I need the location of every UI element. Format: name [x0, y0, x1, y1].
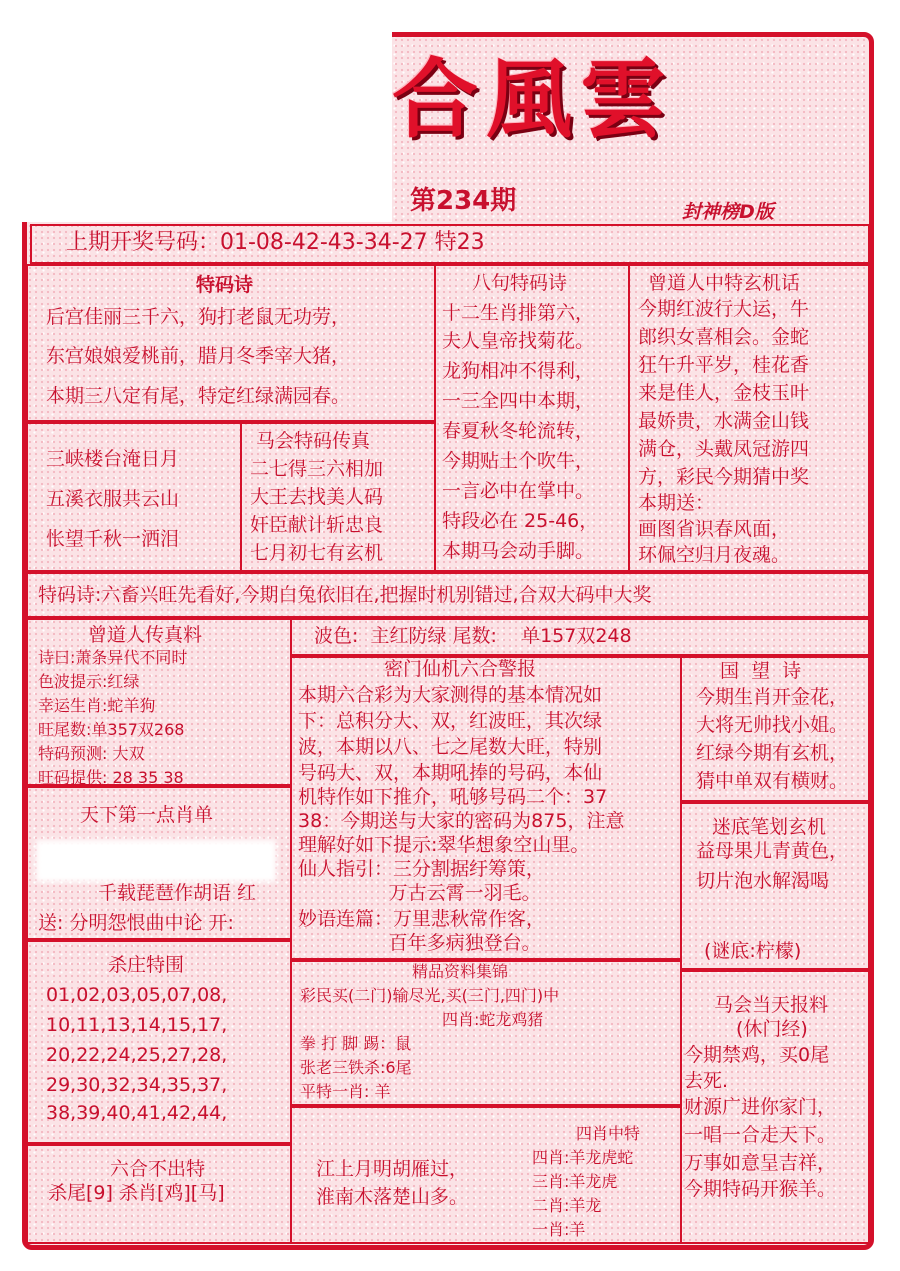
zeng-line: 满仓，头戴凤冠游四 — [638, 438, 810, 460]
eight-poem-line: 夫人皇帝找菊花。 — [442, 330, 595, 352]
secret-line: 妙语连篇：万里悲秋常作客， — [298, 908, 546, 930]
blurred-area — [36, 840, 276, 882]
eight-poem-title: 八句特码诗 — [472, 272, 568, 294]
eight-poem-line: 十二生肖排第六， — [442, 302, 595, 324]
riddle-title: 迷底笔划玄机 — [712, 816, 827, 838]
secret-line: 仙人指引：三分割据纡筹策， — [298, 858, 546, 880]
eight-poem-line: 今期贴土个吹牛， — [442, 450, 595, 472]
secret-line: 38：今期送与大家的密码为875，注意 — [298, 810, 625, 832]
banner-text: 特码诗:六畜兴旺先看好,今期白兔依旧在,把握时机别错过,合双大码中大奖 — [38, 584, 652, 606]
zengfax-line: 旺尾数:单357双268 — [38, 720, 185, 739]
eight-poem-line: 龙狗相冲不得利， — [442, 360, 595, 382]
kill-line: 10,11,13,14,15,17, — [46, 1014, 228, 1036]
kill-line: 01,02,03,05,07,08, — [46, 984, 228, 1006]
mahui-line: 万事如意呈吉祥， — [684, 1152, 837, 1174]
jingpin-line: 彩民买(二门)输尽光,买(三门,四门)中 — [300, 986, 560, 1005]
zeng-line: 狂午升平岁，桂花香 — [638, 354, 810, 376]
zeng-line: 方，彩民今期猜中奖 — [638, 466, 810, 488]
wave-text: 波色: 主红防绿 尾数: 单157双248 — [314, 625, 632, 647]
four-line: 三肖:羊龙虎 — [532, 1172, 618, 1191]
zengfax-line: 特码预测: 大双 — [38, 744, 145, 763]
secret-line: 波，本期以八、七之尾数大旺，特别 — [298, 736, 603, 758]
mahui-subtitle: (休门经) — [736, 1018, 808, 1040]
mahui-title: 马会当天报料 — [714, 994, 829, 1016]
secret-line: 理解好如下提示:翠华想象空山里。 — [298, 834, 590, 856]
river-line: 淮南木落楚山多。 — [316, 1186, 469, 1208]
gorge-line: 怅望千秋一洒泪 — [46, 528, 180, 550]
poem1-title: 特码诗 — [196, 274, 254, 296]
zengfax-line: 色波提示:红绿 — [38, 672, 140, 691]
poem1-line: 后宫佳丽三千六，狗打老鼠无功劳， — [46, 306, 351, 328]
zengfax-line: 幸运生肖:蛇羊狗 — [38, 696, 156, 715]
zeng-line: 今期红波行大运，牛 — [638, 298, 810, 320]
zeng-line: 本期送： — [638, 492, 715, 514]
kill-line: 38,39,40,41,42,44, — [46, 1102, 228, 1124]
secret-line: 号码大、双，本期吼捧的号码，本仙 — [298, 762, 603, 784]
fax-line: 二七得三六相加 — [250, 458, 384, 480]
mahui-line: 财源广进你家门， — [684, 1096, 837, 1118]
eight-poem-line: 本期马会动手脚。 — [442, 540, 595, 562]
guowang-line: 红绿今期有玄机， — [696, 742, 849, 764]
secret-line: 万古云霄一羽毛。 — [298, 882, 541, 904]
zeng-line: 来是佳人，金枝玉叶 — [638, 382, 810, 404]
mahui-line: 一唱一合走天下。 — [684, 1124, 837, 1146]
riddle-answer: (谜底:柠檬) — [704, 940, 802, 962]
riddle-line: 益母果儿青黄色， — [696, 840, 849, 862]
buchu-line: 杀尾[9] 杀肖[鸡][马] — [48, 1182, 225, 1204]
zengfax-line: 诗曰:萧条异代不同时 — [38, 648, 188, 667]
poem1-line: 本期三八定有尾，特定红绿满园春。 — [46, 385, 351, 407]
buchu-title: 六合不出特 — [110, 1158, 206, 1180]
four-line: 二肖:羊龙 — [532, 1196, 602, 1215]
zeng-line: 环佩空归月夜魂。 — [638, 544, 791, 566]
jingpin-line: 四肖:蛇龙鸡猪 — [442, 1010, 544, 1029]
gorge-line: 五溪衣服共云山 — [46, 488, 180, 510]
last-draw-numbers: 上期开奖号码：01-08-42-43-34-27 特23 — [66, 230, 485, 255]
zengfax-line: 旺码提供: 28 35 38 — [38, 768, 184, 787]
masthead-title: 合風雲 — [392, 49, 674, 150]
secret-line: 机特作如下推介，吼够号码二个：37 — [298, 786, 608, 808]
zeng-line: 郎织女喜相会。金蛇 — [638, 326, 810, 348]
gorge-line: 三峡楼台淹日月 — [46, 448, 180, 470]
edition-label: 封神榜D版 — [682, 201, 774, 223]
secret-title: 密门仙机六合警报 — [384, 658, 537, 680]
mahui-line: 今期特码开猴羊。 — [684, 1178, 837, 1200]
secret-line: 本期六合彩为大家测得的基本情况如 — [298, 684, 603, 706]
zeng-line: 最娇贵，水满金山钱 — [638, 410, 810, 432]
four-title: 四肖中特 — [576, 1124, 641, 1143]
first-line: 送: 分明怨恨曲中论 开: — [38, 912, 234, 934]
zengfax-title: 曾道人传真料 — [88, 624, 203, 646]
zeng-title: 曾道人中特玄机话 — [648, 272, 801, 294]
issue-number: 第234期 — [410, 186, 517, 216]
zeng-line: 画图省识春风面， — [638, 518, 791, 540]
jingpin-line: 平特一肖: 羊 — [300, 1082, 391, 1101]
four-line: 一肖:羊 — [532, 1220, 586, 1239]
guowang-title: 国 望 诗 — [720, 660, 802, 682]
eight-poem-line: 特段必在 25-46， — [442, 510, 599, 532]
guowang-line: 今期生肖开金花， — [696, 686, 849, 708]
fax-title: 马会特码传真 — [256, 430, 371, 452]
kill-title: 杀庄特围 — [108, 954, 185, 976]
mahui-line: 去死. — [684, 1070, 729, 1092]
kill-line: 20,22,24,25,27,28, — [46, 1044, 228, 1066]
riddle-line: 切片泡水解渴喝 — [696, 870, 830, 892]
poem1-line: 东宫娘娘爱桃前，腊月冬季宰大猪， — [46, 345, 351, 367]
guowang-line: 猜中单双有横财。 — [696, 770, 849, 792]
blank-masthead-area — [20, 30, 392, 222]
jingpin-line: 张老三铁杀:6尾 — [300, 1058, 412, 1077]
jingpin-line: 拳 打 脚 踢：鼠 — [300, 1034, 412, 1053]
secret-line: 百年多病独登台。 — [298, 932, 541, 954]
river-line: 江上月明胡雁过， — [316, 1158, 469, 1180]
first-line: 千载琵琶作胡语 红 — [98, 882, 257, 904]
jingpin-title: 精品资料集锦 — [412, 962, 509, 981]
fax-line: 七月初七有玄机 — [250, 542, 384, 564]
fax-line: 大王去找美人码 — [250, 486, 384, 508]
eight-poem-line: 一三全四中本期， — [442, 390, 595, 412]
kill-line: 29,30,32,34,35,37, — [46, 1074, 228, 1096]
eight-poem-line: 春夏秋冬轮流转， — [442, 420, 595, 442]
first-title: 天下第一点肖单 — [80, 804, 214, 826]
mahui-line: 今期禁鸡，买0尾 — [684, 1044, 830, 1066]
four-line: 四肖:羊龙虎蛇 — [532, 1148, 634, 1167]
fax-line: 奸臣献计斩忠良 — [250, 514, 384, 536]
guowang-line: 大将无帅找小姐。 — [696, 714, 849, 736]
eight-poem-line: 一言必中在掌中。 — [442, 480, 595, 502]
secret-line: 下：总积分大、双，红波旺，其次绿 — [298, 710, 603, 732]
